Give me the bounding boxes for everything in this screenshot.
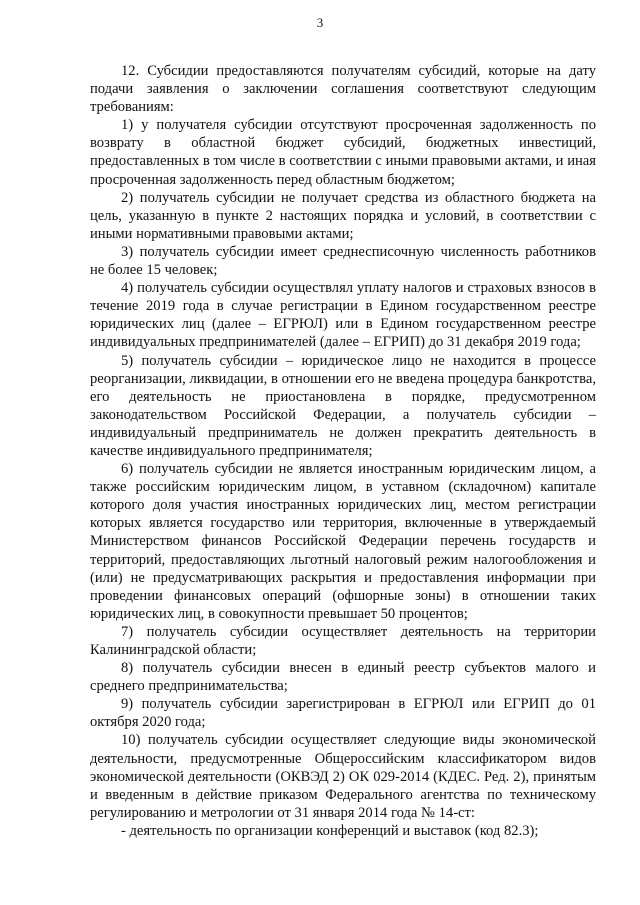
paragraph-item-4: 4) получатель субсидии осуществлял уплату налогов и страховых взносов в течение 2019 года в случае регистрации в Едином государственном реестре юридических лиц (далее – ЕГРЮЛ) или в Едином государственном реестре индивидуальных предпринимателей (далее – ЕГРИП) до 31 декабря 2019 года; (90, 280, 596, 351)
paragraph-item-5: 5) получатель субсидии – юридическое лицо не находится в процессе реорганизации, ликвидации, в отношении его не введена процедура банкротства, его деятельность не приостановлена в порядке, предусмотренном законодательством Российской Федерации, а получатель субсидии – индивидуальный предприниматель не должен прекратить деятельность в качестве индивидуального предпринимателя; (90, 352, 596, 459)
document-body (90, 62, 596, 840)
paragraph-12-intro: 12. Субсидии предоставляются получателям субсидий, которые на дату подачи заявления о заключении соглашения соответствуют следующим требованиям: (90, 63, 596, 116)
paragraph-item-3: 3) получатель субсидии имеет среднесписочную численность работников не более 15 человек; (90, 243, 596, 279)
paragraph-item-7: 7) получатель субсидии осуществляет деятельность на территории Калининградской области; (90, 623, 596, 658)
paragraph-item-1: 1) у получателя субсидии отсутствуют просроченная задолженность по возврату в областной бюджет субсидий, бюджетных инвестиций, предоставленных в том числе в соответствии с иными правовыми актами, и иная просроченная задолженность перед областным бюджетом; (90, 117, 596, 188)
paragraph-item-9: 9) получатель субсидии зарегистрирован в ЕГРЮЛ или ЕГРИП до 01 октября 2020 года; (90, 696, 596, 731)
paragraph-item-6: 6) получатель субсидии не является иностранным юридическим лицом, а также российским юридическим лицом, в уставном (складочном) капитале которого доля участия иностранных юридических лиц, местом регистрации которых является государство или территория, включенные в утверждаемый Министерством финансов Российской Федерации перечень государств и территорий, предоставляющих льготный налоговый режим налогообложения и (или) не предусматривающих раскрытия и предоставления информации при проведении финансовых операций (офшорные зоны) в отношении таких юридических лиц, в совокупности превышает 50 процентов; (90, 461, 596, 622)
paragraph-item-8: 8) получатель субсидии внесен в единый реестр субъектов малого и среднего предпринимательства; (90, 660, 596, 695)
page-number: 3 (316, 15, 324, 30)
paragraph-item-10: 10) получатель субсидии осуществляет следующие виды экономической деятельности, предусмотренные Общероссийским классификатором видов экономической деятельности (ОКВЭД 2) ОК 029-2014 (КДЕС. Ред. 2), принятым и введенным в действие приказом Федерального агентства по техническому регулированию и метрологии от 31 января 2014 года № 14-ст: (90, 732, 596, 821)
paragraph-item-2: 2) получатель субсидии не получает средства из областного бюджета на цель, указанную в пункте 2 настоящих порядка и условий, в соответствии с иными нормативными правовыми актами; (90, 189, 596, 242)
paragraph-activity-code: - деятельность по организации конференций и выставок (код 82.3); (121, 822, 539, 839)
